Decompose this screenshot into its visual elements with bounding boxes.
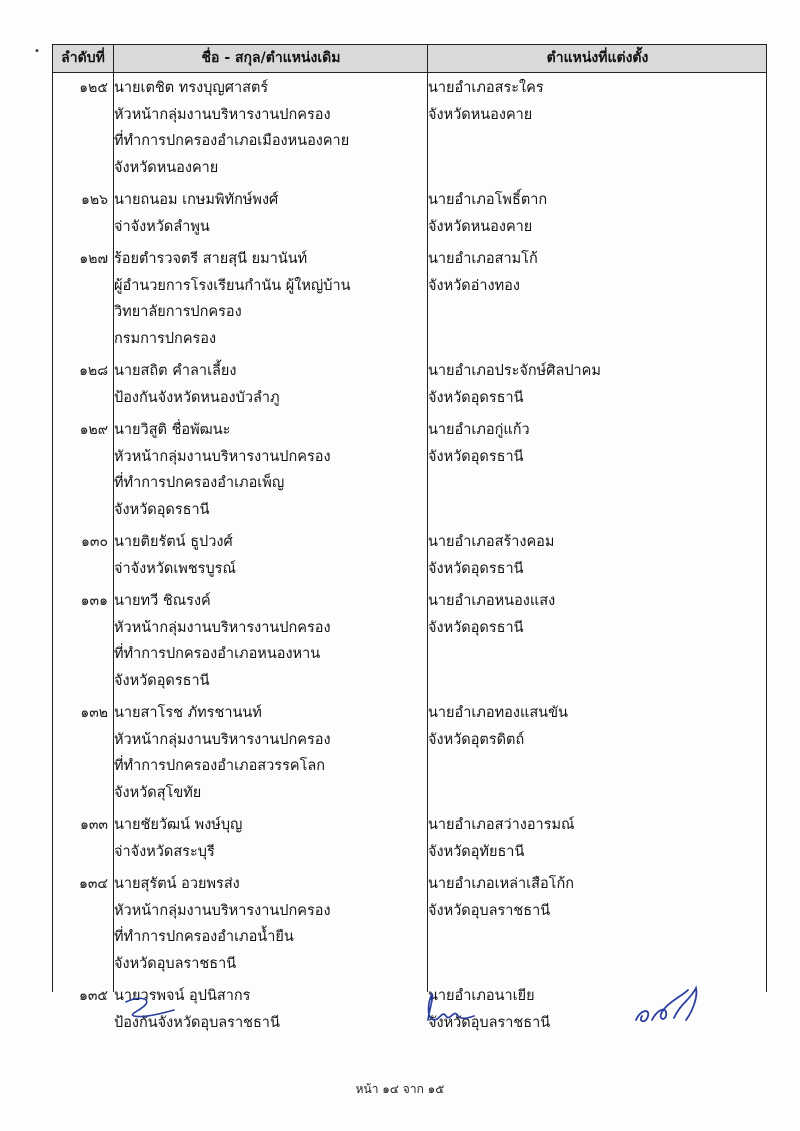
row-position-cell (428, 358, 763, 411)
row-number: ๑๓๔ (78, 876, 108, 892)
name-line: จังหวัดอุดรธานี (114, 672, 210, 689)
position-line: นายอำเภอสร้างคอม (428, 534, 555, 550)
name-line: จังหวัดอุดรธานี (114, 501, 210, 518)
row-number: ๑๒๖ (80, 192, 108, 208)
position-line: จังหวัดหนองคาย (428, 218, 533, 235)
row-number: ๑๓๕ (78, 988, 108, 1004)
row-position-cell (428, 187, 763, 240)
row-number: ๑๒๗ (79, 251, 108, 267)
name-line: หัวหน้ากลุ่มงานบริหารงานปกครอง (114, 902, 331, 919)
position-line: นายอำเภอสระใคร (428, 80, 544, 96)
row-position-cell (428, 700, 763, 753)
name-line: นายติยรัตน์ ธูปวงศ์ (114, 534, 233, 550)
row-position-cell (428, 246, 763, 299)
row-number: ๑๓๑ (80, 593, 108, 609)
row-number: ๑๓๐ (80, 534, 108, 550)
row-number: ๑๒๕ (79, 80, 108, 96)
name-line: นายสาโรช ภัทรชานนท์ (114, 705, 262, 721)
position-line: นายอำเภอประจักษ์ศิลปาคม (428, 363, 601, 379)
table-header (52, 44, 767, 72)
appointment-table (52, 44, 767, 1031)
name-line: นายชัยวัฒน์ พงษ์บุญ (114, 817, 243, 833)
row-position-cell (428, 529, 763, 582)
name-line: ที่ทำการปกครองอำเภอหนองหาน (114, 646, 321, 662)
header-new-position: ตำแหน่งที่แต่งตั้ง (546, 50, 649, 66)
row-name-cell (114, 812, 424, 865)
position-line: นายอำเภอเหล่าเสือโก้ก (428, 876, 575, 892)
name-line: หัวหน้ากลุ่มงานบริหารงานปกครอง (114, 448, 331, 465)
name-line: ที่ทำการปกครองอำเภอน้ำยืน (114, 929, 294, 945)
row-name-cell (114, 700, 424, 806)
signature-middle (420, 990, 480, 1030)
name-line: นายเตชิต ทรงบุญศาสตร์ (114, 80, 269, 96)
position-line: จังหวัดอุดรธานี (428, 560, 524, 577)
punch-mark: • (34, 46, 40, 57)
name-line: ร้อยตำรวจตรี สายสุนี ยมานันท์ (114, 251, 308, 267)
row-position-cell (428, 871, 763, 924)
table-border-right (766, 44, 767, 992)
position-line: จังหวัดอุบลราชธานี (428, 1014, 551, 1031)
name-line: นายวรพจน์ อุปนิสากร (114, 988, 251, 1004)
name-line: ผู้อำนวยการโรงเรียนกำนัน ผู้ใหญ่บ้าน (114, 277, 351, 294)
row-position-cell (428, 417, 763, 470)
row-number: ๑๓๒ (80, 705, 108, 721)
header-divider (52, 72, 767, 73)
row-name-cell (114, 358, 424, 411)
name-line: นายสถิต คำลาเลี้ยง (114, 363, 237, 379)
header-name: ชื่อ - สกุล/ตำแหน่งเดิม (201, 50, 341, 66)
position-line: จังหวัดอุดรธานี (428, 448, 524, 465)
name-line: จังหวัดสุโขทัย (114, 784, 202, 801)
row-name-cell (114, 871, 424, 977)
name-line: ป้องกันจังหวัดอุบลราชธานี (114, 1014, 280, 1031)
row-position-cell (428, 812, 763, 865)
name-line: นายสุรัตน์ อวยพรส่ง (114, 876, 240, 892)
row-name-cell (114, 417, 424, 523)
row-name-cell (114, 529, 424, 582)
position-line: จังหวัดอ่างทอง (428, 277, 520, 294)
name-line: หัวหน้ากลุ่มงานบริหารงานปกครอง (114, 619, 331, 636)
row-number: ๑๒๙ (79, 422, 108, 438)
table-border-top (52, 44, 767, 45)
name-line: ที่ทำการปกครองอำเภอเพ็ญ (114, 475, 285, 491)
name-line: ป้องกันจังหวัดหนองบัวลำภู (114, 389, 280, 406)
position-line: นายอำเภอทองแสนขัน (428, 705, 568, 721)
name-line: จังหวัดอุบลราชธานี (114, 955, 237, 972)
page-footer: หน้า ๑๔ จาก ๑๕ (355, 1082, 445, 1096)
row-name-cell (114, 187, 424, 240)
position-line: นายอำเภอโพธิ์ตาก (428, 192, 548, 208)
position-line: จังหวัดหนองคาย (428, 106, 533, 123)
name-line: จ่าจังหวัดลำพูน (114, 218, 210, 235)
position-line: นายอำเภอหนองแสง (428, 593, 556, 609)
position-line: นายอำเภอสว่างอารมณ์ (428, 817, 575, 833)
name-line: จ่าจังหวัดเพชรบูรณ์ (114, 560, 236, 577)
signature-left (120, 992, 180, 1022)
name-line: จังหวัดหนองคาย (114, 159, 219, 176)
position-line: จังหวัดอุทัยธานี (428, 843, 525, 860)
row-number: ๑๓๓ (79, 817, 108, 833)
position-line: นายอำเภอนาเยีย (428, 988, 535, 1004)
position-line: นายอำเภอกู่แก้ว (428, 422, 530, 438)
position-line: จังหวัดอุบลราชธานี (428, 902, 551, 919)
position-line: จังหวัดอุตรดิตถ์ (428, 731, 525, 748)
position-line: จังหวัดอุดรธานี (428, 389, 524, 406)
name-line: ที่ทำการปกครองอำเภอสวรรคโลก (114, 758, 326, 774)
name-line: นายทวี ชิณรงค์ (114, 593, 211, 609)
row-name-cell (114, 75, 424, 181)
name-line: จ่าจังหวัดสระบุรี (114, 843, 215, 860)
name-line: ที่ทำการปกครองอำเภอเมืองหนองคาย (114, 133, 350, 149)
row-position-cell (428, 588, 763, 641)
position-line: นายอำเภอสามโก้ (428, 251, 538, 267)
row-name-cell (114, 246, 424, 352)
name-line: นายวิสูติ ชื่อพัฒนะ (114, 422, 231, 438)
name-line: กรมการปกครอง (114, 330, 217, 347)
row-number: ๑๒๘ (79, 363, 108, 379)
row-name-cell (114, 588, 424, 694)
name-line: หัวหน้ากลุ่มงานบริหารงานปกครอง (114, 106, 331, 123)
name-line: นายถนอม เกษมพิทักษ์พงศ์ (114, 192, 279, 208)
signature-right (628, 982, 708, 1030)
name-line: หัวหน้ากลุ่มงานบริหารงานปกครอง (114, 731, 331, 748)
name-line: วิทยาลัยการปกครอง (114, 304, 242, 320)
header-number: ลำดับที่ (61, 50, 105, 66)
row-position-cell (428, 75, 763, 128)
position-line: จังหวัดอุดรธานี (428, 619, 524, 636)
